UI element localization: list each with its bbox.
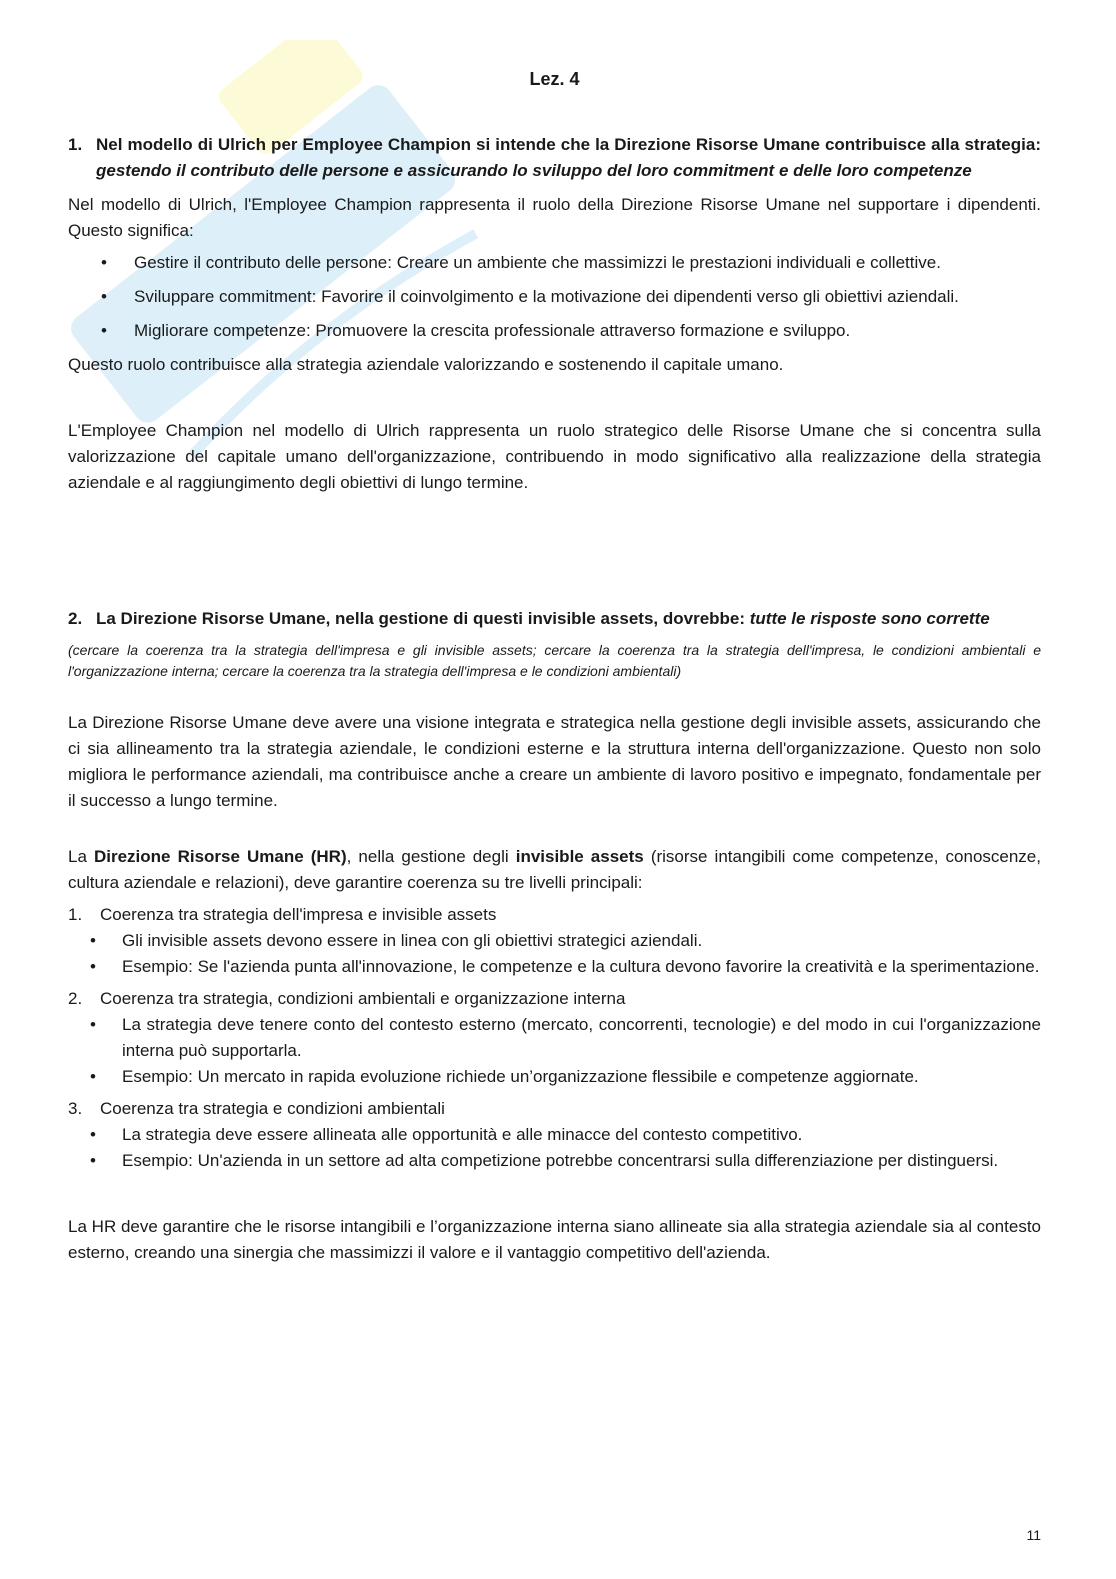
lesson-title: Lez. 4 — [529, 69, 580, 89]
document-page — [68, 66, 1041, 1266]
list-item: • Esempio: Se l'azienda punta all'innovazione, le competenze e la cultura devono favorire la creatività e la sperimentazione. — [68, 954, 1041, 980]
level-2-bullets — [68, 1012, 1041, 1090]
question-1-summary: L'Employee Champion nel modello di Ulrich rappresenta un ruolo strategico delle Risorse Umane che si concentra sulla valorizzazione del capitale umano dell'organizzazione, contribuendo in modo significativo alla realizzazione della strategia aziendale e al raggiungimento degli obiettivi di lungo termine. — [68, 421, 1041, 492]
paragraph-text: La — [68, 847, 94, 866]
question-2-answer: tutte le risposte sono corrette — [749, 609, 990, 628]
list-item: • Sviluppare commitment: Favorire il coinvolgimento e la motivazione dei dipendenti verso gli obiettivi aziendali. — [68, 284, 1041, 310]
list-item — [68, 986, 1041, 1012]
list-item: • La strategia deve tenere conto del contesto esterno (mercato, concorrenti, tecnologie) e del modo in cui l'organizzazione interna può supportarla. — [68, 1012, 1041, 1064]
level-title: Coerenza tra strategia, condizioni ambientali e organizzazione interna — [100, 989, 626, 1008]
question-2 — [68, 606, 1041, 632]
paragraph-text: , nella gestione degli — [346, 847, 516, 866]
coherence-level-1 — [68, 902, 1041, 980]
bold-term-invisible-assets: invisible assets — [515, 847, 644, 866]
list-item: • La strategia deve essere allineata alle opportunità e alle minacce del contesto competitivo. — [68, 1122, 1041, 1148]
list-item — [68, 1096, 1041, 1122]
page-number: 11 — [1026, 1527, 1041, 1543]
question-1-bullet-list — [68, 250, 1041, 344]
list-item: • Migliorare competenze: Promuovere la crescita professionale attraverso formazione e sviluppo. — [68, 318, 1041, 344]
level-number: 1. — [68, 905, 83, 924]
level-1-bullets — [68, 928, 1041, 980]
question-2-number: 2. — [68, 609, 83, 628]
coherence-levels-list — [68, 902, 1041, 1174]
question-1 — [68, 132, 1041, 184]
question-1-intro: Nel modello di Ulrich, l'Employee Champion rappresenta il ruolo della Direzione Risorse Umane nel supportare i dipendenti. Questo significa: — [68, 195, 1041, 240]
question-2-paragraph-2 — [68, 844, 1041, 896]
level-number: 3. — [68, 1099, 83, 1118]
question-2-conclusion: La HR deve garantire che le risorse intangibili e l’organizzazione interna siano allineate sia alla strategia aziendale sia al contesto esterno, creando una sinergia che massimizzi il valore e il vantaggio competitivo dell'azienda. — [68, 1217, 1041, 1262]
question-1-text — [96, 132, 1041, 184]
list-item: • Gli invisible assets devono essere in linea con gli obiettivi strategici aziendali. — [68, 928, 1041, 954]
question-2-text — [96, 606, 1041, 632]
level-3-bullets — [68, 1122, 1041, 1174]
list-item: • Gestire il contributo delle persone: Creare un ambiente che massimizzi le prestazioni individuali e collettive. — [68, 250, 1041, 276]
level-number: 2. — [68, 989, 83, 1008]
list-item: • Esempio: Un'azienda in un settore ad alta competizione potrebbe concentrarsi sulla differenziazione per distinguersi. — [68, 1148, 1041, 1174]
coherence-level-2 — [68, 986, 1041, 1090]
level-title: Coerenza tra strategia e condizioni ambientali — [100, 1099, 445, 1118]
question-1-number: 1. — [68, 135, 83, 154]
question-1-stem: Nel modello di Ulrich per Employee Champion si intende che la Direzione Risorse Umane contribuisce alla strategia: — [96, 135, 1041, 154]
paragraph-text: (risorse intangibili come competenze, conoscenze, cultura aziendale e relazioni), deve garantire coerenza su tre livelli principali: — [68, 847, 1041, 892]
list-item — [68, 902, 1041, 928]
level-title: Coerenza tra strategia dell'impresa e invisible assets — [100, 905, 497, 924]
question-2-stem: La Direzione Risorse Umane, nella gestione di questi invisible assets, dovrebbe: — [96, 609, 750, 628]
question-1-closing: Questo ruolo contribuisce alla strategia aziendale valorizzando e sostenendo il capitale umano. — [68, 355, 784, 374]
list-item: • Esempio: Un mercato in rapida evoluzione richiede un’organizzazione flessibile e competenze aggiornate. — [68, 1064, 1041, 1090]
coherence-level-3 — [68, 1096, 1041, 1174]
question-2-options-note: (cercare la coerenza tra la strategia dell'impresa e gli invisible assets; cercare la coerenza tra la strategia dell'impresa, le condizioni ambientali e l'organizzazione interna; cercare la coerenza tra la strategia dell'impresa e le condizioni ambientali) — [68, 642, 1041, 679]
bold-term-hr: Direzione Risorse Umane (HR) — [93, 847, 347, 866]
question-1-answer: gestendo il contributo delle persone e assicurando lo sviluppo del loro commitment e delle loro competenze — [96, 161, 972, 180]
question-2-paragraph-1: La Direzione Risorse Umane deve avere una visione integrata e strategica nella gestione degli invisible assets, assicurando che ci sia allineamento tra la strategia aziendale, le condizioni esterne e la struttura interna dell'organizzazione. Questo non solo migliora le performance aziendali, ma contribuisce anche a creare un ambiente di lavoro positivo e impegnato, fondamentale per il successo a lungo termine. — [68, 713, 1041, 810]
